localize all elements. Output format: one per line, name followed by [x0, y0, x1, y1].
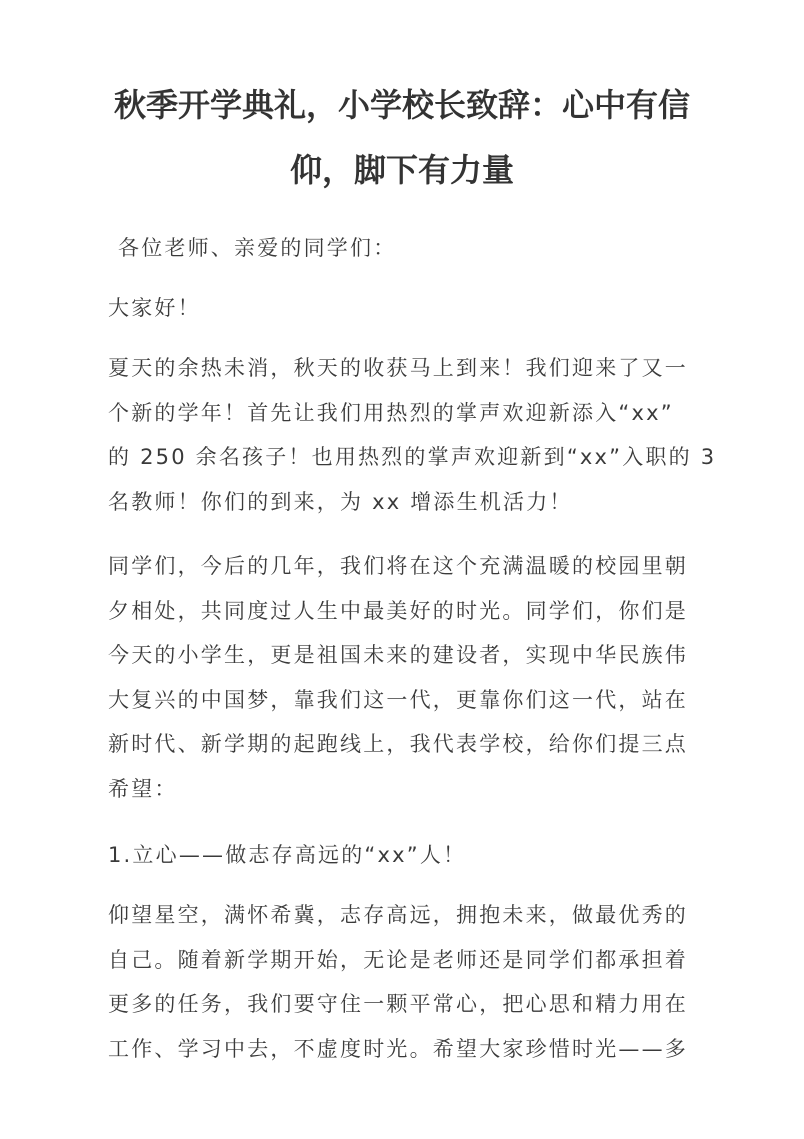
- paragraph-line: 今天的小学生，更是祖国未来的建设者，实现中华民族伟: [108, 643, 688, 667]
- paragraph-line: 新时代、新学期的起跑线上，我代表学校，给你们提三点: [108, 732, 688, 756]
- paragraph-line: 夕相处，共同度过人生中最美好的时光。同学们，你们是: [108, 598, 688, 623]
- paragraph-line: 名教师！你们的到来，为 xx 增添生机活力！: [108, 489, 573, 514]
- paragraph-aspiration: [108, 893, 698, 1071]
- greeting-hello: 大家好！: [108, 296, 201, 320]
- paragraph-line: 个新的学年！首先让我们用热烈的掌声欢迎新添入“xx”: [108, 400, 674, 425]
- paragraph-line: 工作、学习中去，不虚度时光。希望大家珍惜时光——多: [108, 1036, 688, 1061]
- paragraph-line: 更多的任务，我们要守住一颗平常心，把心思和精力用在: [108, 992, 688, 1016]
- salutation: 各位老师、亲爱的同学们：: [118, 236, 397, 260]
- paragraph-line: 大复兴的中国梦，靠我们这一代，更靠你们这一代，站在: [108, 687, 688, 712]
- document-title-line-2: 仰，脚下有力量: [289, 151, 514, 189]
- paragraph-line: 夏天的余热未消，秋天的收获马上到来！我们迎来了又一: [108, 356, 688, 380]
- paragraph-line: 希望：: [108, 776, 178, 801]
- paragraph-welcome: [108, 346, 717, 524]
- section-heading-1: 1.立心——做志存高远的“xx”人！: [108, 843, 467, 867]
- paragraph-line: 自己。随着新学期开始，无论是老师还是同学们都承担着: [108, 947, 688, 972]
- paragraph-hopes-intro: [108, 544, 698, 811]
- paragraph-line: 仰望星空，满怀希冀，志存高远，拥抱未来，做最优秀的: [108, 903, 688, 927]
- document-title-line-1: 秋季开学典礼，小学校长致辞：心中有信: [113, 86, 690, 124]
- paragraph-line: 的 250 余名孩子！也用热烈的掌声欢迎新到“xx”入职的 3: [108, 445, 717, 469]
- paragraph-line: 同学们，今后的几年，我们将在这个充满温暖的校园里朝: [108, 554, 688, 578]
